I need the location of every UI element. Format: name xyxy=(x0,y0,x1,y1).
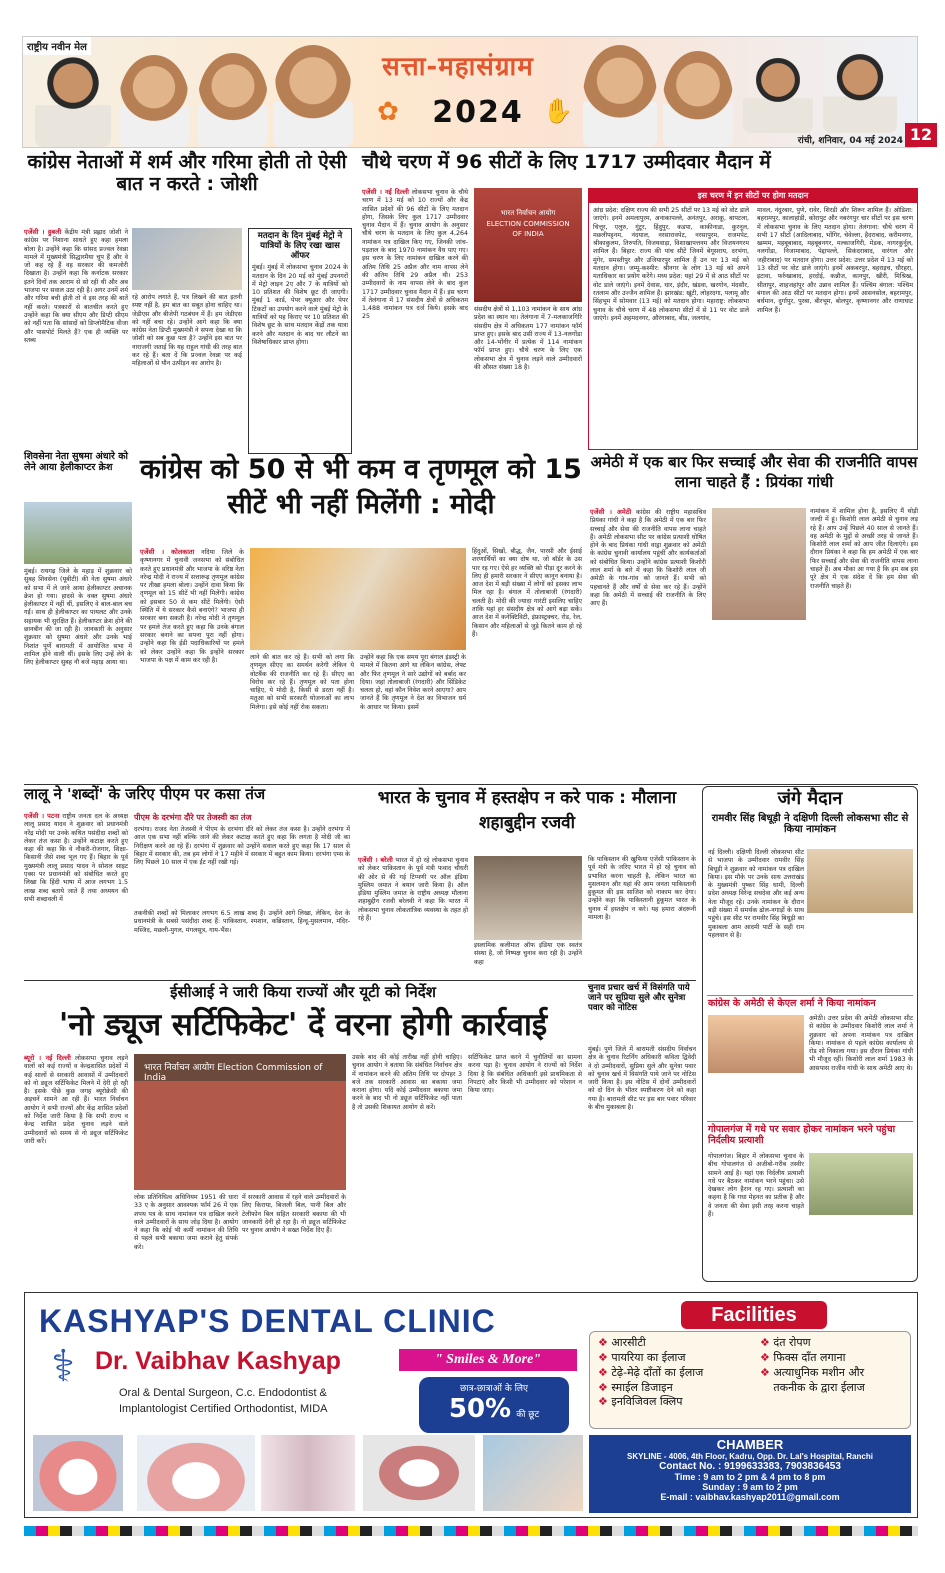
article-modi xyxy=(140,548,244,782)
teeth-photo-5 xyxy=(483,1435,583,1511)
article-modi-col3: उन्होंने कहा कि एक समय पूरा बंगाल इंडस्ट्री के मामले में कितना आगे था लेकिन कांग्रेस, लेफ्ट और फिर तृणमूल ने सारे उद्योगों को बर्बाद कर दिया। जहां तोलाबाजी (रंगदारी) और सिंडिकेट चलता हो, वहां कौन निवेश करने आएगा? आप जानते हैं कि तृणमूल ने देश का विभाजन धर्म के आधार पर किया। इसमें xyxy=(360,654,466,711)
article-tejashwi: दरभंगा। राजद नेता तेजस्वी ने पीएम के दरभंगा दौरे को लेकर तंज कसा है। उन्होंने दरभंगा में आज एक सभा नहीं बल्कि जाने की लेकर कटाक्ष करते हुए कहा कि लगता है मोदी जी का निरीक्षण करने आ रहे हैं। दरभंगा में शुक्रवार को उन्होंने सवाल करते हुए कहा कि 17 साल से बिहार में सरकार की, तब हम लोगों ने 17 महीने में सरकार में बहुत काम किया। दरभंगा एम्स के लिए पिछले 10 साल में एक ईंट नहीं रखी गई। xyxy=(134,826,350,867)
article-text: भारत में हो रहे लोकसभा चुनाव को लेकर पाकिस्तान के पूर्व मंत्री फवाद चौधरी की ओर से की गई टिप्पणी पर ऑल इंडिया मुस्लिम जमात ने बयान जारी किया है। ऑल इंडिया मुस्लिम जमात के राष्ट्रीय अध्यक्ष मौलाना शहाबुद्दीन रजवी बरेलवी ने कहा कि भारत में लोकसभा चुनाव लोकतांत्रिक व्यवस्था के तहत हो रहे हैं। xyxy=(358,857,468,923)
headline-priyanka: अमेठी में एक बार फिर सच्चाई और सेवा की राजनीति वापस लाना चाहते हैं : प्रियंका गांधी xyxy=(590,453,918,492)
subtitle-tejashwi: पीएम के दरभंगा दौरे पर तेजस्वी का तंज xyxy=(134,813,252,822)
article-text: राष्ट्रीय जनता दल के अध्यक्ष लालू प्रसाद यादव ने शुक्रवार को प्रधानमंत्री नरेंद्र मोदी पर उनके कथित पसंदीदा शब्दों को लेकर तंज कसा है। उन्होंने कटाक्ष करते हुए कहा की कहा कि वे नौकरी-रोजगार, शिक्षा-किसानी जैसे शब्द भूल गए हैं। बिहार के पूर्व मुख्यमंत्री लालू प्रसाद यादव ने सोशल साइट एक्स पर प्रधानमंत्री को संबोधित करते हुए लिखा कि हिंदी भाषा में आज लगभग 1.5 लाख शब्द बताये जाते हैं तथा अध्ययन की सभी शब्दावली में xyxy=(24,813,128,903)
article-phase4 xyxy=(362,188,468,450)
headline-phase4: चौथे चरण में 96 सीटों के लिए 1717 उम्मीदवार मैदान में xyxy=(362,151,771,173)
discount-suffix: की छूट xyxy=(516,1410,540,1420)
article-lalu-cont: तकनीकी शब्दों को मिलाकर लगभग 6.5 लाख शब्द हैं। उन्होंने आगे लिखा, लेकिन, देश के प्रधानमंत्री के सबसे पसंदीदा शब्द हैं: पाकिस्तान, श्मशान, कब्रिस्तान, हिन्दू-मुसलमान, मंदिर-मस्जिद, मछली-मुगल, मंगलसूत्र, गाय-भैंस। xyxy=(134,910,350,934)
box-jang-maidan xyxy=(702,786,918,1282)
ad-dental-clinic xyxy=(24,1292,918,1518)
byline: एजेंसी । अमेठी xyxy=(590,508,632,516)
tooth-logo-icon: ⚕ xyxy=(51,1341,75,1392)
photo-helicopter xyxy=(24,502,132,564)
headline-bidhuri: रामवीर सिंह बिधूड़ी ने दक्षिणी दिल्ली लोकसभा सीट से किया नामांकन xyxy=(711,812,909,836)
divider xyxy=(24,980,696,981)
photo-maulana xyxy=(474,856,582,940)
facility-label: अत्याधुनिक मशीन और xyxy=(773,1365,865,1379)
photo-priyanka xyxy=(712,508,806,620)
facility-item xyxy=(760,1366,910,1381)
headline-shahabuddin: भारत के चुनाव में हस्तक्षेप न करे पाक : मौलाना शहाबुद्दीन रजवी xyxy=(377,788,677,833)
facilities-list-left xyxy=(598,1336,758,1410)
photo-ec-sign: भारत निर्वाचन आयोग ELECTION COMMISSION OF INDIA xyxy=(474,188,582,302)
facility-label: फिक्स दाँत लगाना xyxy=(773,1350,846,1364)
headline-metro: मतदान के दिन मुंबई मेट्रो ने यात्रियों के लिए रखा खास ऑफर xyxy=(257,231,343,261)
seats-col2: मावल, नंदुरबार, पुणे, रावेर, शिरडी और शिरूर शामिल हैं। ओडिशा: बहरामपुर, कालाहांडी, कोरापुट और नबरंगपुर चार सीटों पर इस चरण में लोकसभा चुनाव के लिए मतदान होगा। तेलंगाना: चौथे चरण में सभी 17 सीटों (आदिलाबाद, भोंगिर, चेवेल्ला, हैदराबाद, करीमनगर, खम्मम, महबूबाबाद, महबूबनगर, मल्काजगिरी, मेडक, नागरकुर्नूल, नलगोंडा, निजामाबाद, पेद्दापल्ले, सिकंदराबाद, वारंगल और जहीराबाद) पर मतदान होगा। उत्तर प्रदेश: उत्तर प्रदेश में 13 मई को 13 सीटों पर वोट डाले जाएंगे। इनमें अकबरपुर, बहराइच, धौरहरा, इटावा, फर्रुखाबाद, हरदोई, कन्नौज, कानपुर, खीरी, मिश्रिख, सीतापुर, शाहजहांपुर और उन्नाव शामिल हैं। पश्चिम बंगाल: पश्चिम बंगाल की आठ सीटों पर मतदान होगा। इनमें आसनसोल, बहरामपुर, बर्धमान, दुर्गापुर, पुरबा, बीरभूम, बोलपुर, कृष्णानगर और राणाघाट शामिल हैं। xyxy=(757,207,913,314)
article-noc-col5: सर्टिफिकेट प्राप्त करने में चुनौतियों का सामना करना पड़ा है। चुनाव आयोग ने राज्यों को निर्देश दिया है कि संबंधित अधिकारी इसे प्राथमिकता से निपटाएं और किसी भी उम्मीदवार को परेशान न किया जाए। xyxy=(468,1054,582,1095)
article-text: लोकसभा चुनाव के चौथे चरण में 13 मई को 10 राज्यों और केंद्र शासित प्रदेशों की 96 सीटों के लिए मतदान होगा, जिसके लिए कुल 1717 उम्मीदवार चुनाव मैदान में हैं। चुनाव आयोग के अनुसार चौथे चरण के मतदान के लिए कुल 4,264 नामांकन पत्र दाखिल किए गए, जिनकी जांच-पड़ताल के बाद 1970 नामांकन वैध पाए गए। इस चरण के लिए नामांकन दाखिल करने की अंतिम तिथि 25 अप्रैल और नाम वापस लेने की अंतिम तिथि 29 अप्रैल थी। 253 उम्मीदवारों के नाम वापस लेने के बाद कुल 1717 उम्मीदवार चुनाव मैदान में हैं। इस चरण में तेलंगाना में 17 संसदीय क्षेत्रों से अधिकतम 1,488 नामांकन पत्र दर्ज किये। इसके बाद 25 xyxy=(362,189,468,321)
chamber-address: SKYLINE - 4006, 4th Floor, Kadru, Opp. Dr. Lal's Hospital, Ranchi xyxy=(627,1452,873,1461)
divider xyxy=(707,995,913,996)
leader-photo-1 xyxy=(35,53,111,147)
article-text: नदिया जिले के कृष्णानगर में चुनावी जनसभा को संबोधित करते हुए प्रधानमंत्री और भाजपा के वरिष्ठ नेता नरेन्द्र मोदी ने राज्य में सत्तारूढ़ तृणमूल कांग्रेस पर तीखा हमला बोला। उन्होंने दावा किया कि तृणमूल को 15 सीटें भी नहीं मिलेंगी। कांग्रेस को इसबार 50 से कम सीटें मिलेंगी। ऐसी स्थिति में ये सरकार कैसे बनाएंगे? भाजपा ही सरकार बना सकती है। नरेन्द्र मोदी ने तृणमूल पर हमले तेज करते हुए कहा कि उनके बंगाल सरकार बनाने का सपना पूरा नहीं होगा। उन्होंने कहा कि ईडी पदाधिकारियों पर हमले को लेकर उन्होंने कहा कि इन्होंने सरकार भाजपा के पक्ष में काम कर रही है। xyxy=(140,549,244,664)
jang-header: जंगे मैदान xyxy=(777,788,843,809)
kicker-noc: ईसीआई ने जारी किया राज्यों और यूटी को निर्देश xyxy=(170,983,436,1001)
bullet-icon: ❖ xyxy=(598,1380,612,1394)
box-seats xyxy=(588,188,918,450)
bullet-icon: ❖ xyxy=(598,1350,612,1364)
article-modi-col2: लाने की बात कर रहे हैं। सभी को लगा कि तृणमूल सीएए का समर्थन करेगी लेकिन ये वोटबैंक की राजनीति कर रहे हैं। सीएए का विरोध कर रहे हैं। तृणमूल को पता होना चाहिए, ये मोदी है, किसी से डरता नहीं है। मतुआ को सभी सरकारी योजनाओं का लाभ मिलेगा। इसे कोई नहीं रोक सकता। xyxy=(250,654,354,711)
doctor-name: Dr. Vaibhav Kashyap xyxy=(95,1347,341,1375)
tagline: " Smiles & More" xyxy=(399,1349,577,1371)
doctor-desc-2: Implantologist Certified Orthodontist, MIDA xyxy=(119,1403,328,1415)
chamber-title: CHAMBER xyxy=(716,1437,784,1452)
article-shahabuddin xyxy=(358,856,468,978)
facility-label: इनविजिवल क्लिप xyxy=(611,1395,683,1409)
headline-shivsena: शिवसेना नेता सुषमा अंधारे को लेने आया हेलीकाप्टर क्रेश xyxy=(24,451,128,473)
article-noc-col4: उसके बाद की कोई तारीख नहीं होनी चाहिए। चुनाव आयोग ने बताया कि संबंधित निर्वाचन क्षेत्र में नामांकन करने की अंतिम तिथि पर दोपहर 3 बजे तक सरकारी आवास का बकाया जमा कराना होगा। यदि कोई उम्मीदवार बकाया जमा करने के बाद भी नो ड्यूज सर्टिफिकेट नहीं पाता है तो उसकी शिकायत आयोग से करें। xyxy=(352,1054,462,1111)
leader-photo-4 xyxy=(273,45,353,147)
byline: एजेंसी । बरेली xyxy=(358,856,393,864)
byline: एजेंसी । नई दिल्ली xyxy=(362,188,409,196)
teeth-photo-4 xyxy=(363,1435,475,1511)
article-priyanka xyxy=(590,508,706,782)
headline-lalu: लालू ने 'शब्दों' के जरिए पीएम पर कसा तंज xyxy=(24,785,266,803)
photo-joshi xyxy=(132,228,242,290)
article-pawar: मुंबई। पुणे जिले में बारामती संसदीय निर्वाचन क्षेत्र के चुनाव रिटर्निंग अधिकारी कविता द्विवेदी ने दो उम्मीदवारों, सुप्रिया सुले और सुनेत्रा पवार को चुनाव खर्च में विसंगति पाये जाने पर नोटिस जारी किया है। इस नोटिस में दोनों उम्मीदवारों को दो दिन के भीतर स्पष्टीकरण देने को कहा गया है। बारामती सीट पर इस बार पवार परिवार के बीच मुकाबला है। xyxy=(588,1046,696,1112)
article-gopalganj: गोपालगंज। बिहार में लोकसभा चुनाव के बीच गोपालगंज से अजीबो-गरीब तस्वीर सामने आई है। यहां एक निर्दलीय प्रत्याशी गधे पर बैठकर नामांकन भरने पहुंचा। उसे देखकर लोग हैरान रह गए। प्रत्याशी का कहना है कि गधा मेहनत का प्रतीक है और वे जनता की सेवा इसी तरह करना चाहते हैं। xyxy=(708,1153,804,1219)
article-joshi xyxy=(24,228,128,454)
chamber-sunday: Sunday : 9 am to 2 pm xyxy=(702,1482,798,1492)
photo-bidhuri xyxy=(807,849,913,913)
facility-label: टेढ़े-मेढ़े दाँतों का ईलाज xyxy=(611,1365,704,1379)
article-shivsena: मुंबई। रायगढ़ जिले के महाड़ में शुक्रवार को सुबह शिवसेना (यूबीटी) की नेता सुषमा अंधारे को सभा में ले जाने आया हेलीकाप्टर अचानक क्रेश हो गया। हादसे के वक्त सुषमा अंधारे हेलीकाप्टर में नहीं थीं, इसलिए वे बाल-बाल बच गईं। साथ ही हेलीकाप्टर का पायलट और उनके सहायक भी सुरक्षित हैं। हेलीकाप्टर क्रेश होने की छानबीन की जा रही है। जानकारी के अनुसार शुक्रवार को सुषमा अंधारे और उनके भाई निशांत पूर्णे बारामती में आयोजित सभा में शामिल होने वाली थीं। इसके लिए उन्हें लेने के लिए हेलीकाप्टर सुबह नौ बजे महाड़ आया था। xyxy=(24,568,132,667)
leader-photo-3 xyxy=(198,53,268,147)
hand-icon: ✋ xyxy=(543,97,573,125)
facility-item xyxy=(598,1351,758,1366)
facility-label: तकनीक के द्वारा ईलाज xyxy=(773,1380,865,1394)
brand-name: राष्ट्रीय नवीन मेल xyxy=(23,37,91,55)
facility-label: दंत रोपण xyxy=(773,1336,811,1349)
logo-year: 2024 xyxy=(432,95,524,130)
leader-photo-5 xyxy=(583,45,657,147)
chamber-box xyxy=(589,1435,911,1513)
photo-caption-maulana: इस्लामिक कलीमात ऑफ इंडिया एक स्वतंत्र संस्था है, जो निष्पक्ष चुनाव करा रही है। उन्होंने कहा xyxy=(474,942,582,966)
facility-item xyxy=(760,1351,910,1366)
article-lalu xyxy=(24,812,128,978)
photo-kl-sharma xyxy=(708,1015,804,1073)
leader-photo-7 xyxy=(743,55,813,133)
headline-modi: कांग्रेस को 50 से भी कम व तृणमूल को 15 सीटें भी नहीं मिलेंगी : मोदी xyxy=(140,454,582,521)
dateline: रांची, शनिवार, 04 मई 2024 xyxy=(797,136,903,146)
facilities-list-right xyxy=(760,1336,910,1395)
facility-label: पायरिया का ईलाज xyxy=(611,1350,686,1364)
discount-label: छात्र-छात्राओं के लिए xyxy=(459,1384,529,1394)
photo-donkey xyxy=(809,1153,913,1215)
byline: एजेंसी । हुबली xyxy=(24,228,62,236)
bullet-icon: ❖ xyxy=(760,1365,774,1379)
leader-photo-6 xyxy=(663,51,733,147)
article-joshi-cont: रहे आरोप लगाते हैं, पत्र लिखने की बात इतनी स्पष्ट नहीं है, हम बात का सबूत होना चाहिए था। जेडीएस और बीजेपी गठबंधन में हैं। हम जेडीएस को नहीं बचा रहे। उन्होंने आगे कहा कि क्या कांग्रेस नेता डिप्टी मुख्यमंत्री ने सपना देखा था कि जोशी को सब कुछ पता है? उन्होंने इस बात पर नाराजगी जताई कि यह राहुल गांधी की तरह बात कर रहे हैं। बता दें कि प्रज्वल रेवन्ना पर कई महिलाओं से यौन उत्पीड़न का आरोप है। xyxy=(132,294,242,368)
facility-item xyxy=(598,1395,758,1410)
headline-joshi: कांग्रेस नेताओं में शर्म और गरिमा होती तो ऐसी बात न करते : जोशी xyxy=(27,151,347,195)
bullet-icon: ❖ xyxy=(598,1365,612,1379)
facility-item xyxy=(760,1336,910,1351)
headline-pawar: चुनाव प्रचार खर्च में विसंगति पाये जाने पर सुप्रिया सुले और सुनेत्रा पवार को नोटिस xyxy=(588,983,690,1013)
seats-col1: आंध्र प्रदेश: दक्षिण राज्य की सभी 25 सीटों पर 13 मई को वोट डाले जाएंगे। इनमें अमलापुरम, अनाकापल्ले, अनंतपुर, अराकू, बापटला, चित्तूर, एलुरु, गुंटूर, हिंदुपुर, कडपा, काकीनाडा, कुरनूल, मछलीपट्टनम, नंदयाल, नरसारावपेट, नरसापुरम, राजमपेट, श्रीकाकुलम, तिरुपति, विजयवाड़ा, विशाखापत्तनम और विजयनगरम शामिल हैं। बिहार: राज्य की पांच सीटें जिनमें बेगूसराय, दरभंगा, मुंगेर, समस्तीपुर और उजियारपुर शामिल हैं उन पर 13 मई को मतदान होगा। जम्मू-कश्मीर: श्रीनगर के लोग 13 मई को अपने मताधिकार का प्रयोग करेंगे। मध्य प्रदेश: यहां 29 में से आठ सीटों पर वोट डाले जाएंगे। इनमें देवास, धार, इंदौर, खंडवा, खरगोन, मंदसौर, रतलाम और उज्जैन शामिल हैं। झारखंड: खूंटी, लोहरदगा, पलामू और सिंहभूम में सोमवार (13 मई) को मतदान होगा। महाराष्ट्र: लोकसभा चुनाव के चौथे चरण में 48 लोकसभा सीटों में से 11 पर वोट डाले जाएंगे। इनमें अहमदनगर, औरंगाबाद, बीड, जलगांव, xyxy=(593,207,749,322)
bullet-icon: ❖ xyxy=(760,1350,774,1364)
article-noc-col2: लोक प्रतिनिधित्व अधिनियम 1951 की धारा 33 ए के अनुसार आवश्यक फॉर्म 26 में एक शपथ पत्र के साथ नामांकन पत्र दाखिल करने वाले उम्मीदवारों के साथ जोड़ दिया है। आयोग ने कहा कि कोई भी कर्मी नामांकन की तिथि से पहले सभी बकाया जमा कराने हेतु संपर्क करे। xyxy=(134,1194,238,1251)
byline: एजेंसी । पटना xyxy=(24,812,60,820)
article-shahabuddin-col2: कि पाकिस्तान की खुफिया एजेंसी पाकिस्तान के पूर्व मंत्री के जरिए भारत में हो रहे चुनाव को प्रभावित करना चाहती है, लेकिन भारत का मुसलमान और यहां की आम जनता पाकिस्तानी हुकूमत की इस साजिश को नाकाम कर देगा। उन्होंने कहा कि पाकिस्तानी हुकूमत भारत के चुनाव में हस्तक्षेप न करे। यह हमारा अंदरूनी मामला है। xyxy=(588,856,696,922)
bullet-icon: ❖ xyxy=(760,1336,774,1349)
article-priyanka-col2: नामांकन में शामिल होना है, इसलिए मैं थोड़ी जल्दी में हूं। किशोरी लाल अमेठी से चुनाव लड़ रहे हैं। आप उन्हें पिछले 40 साल से जानते हैं। वह अमेठी के मुद्दों से अच्छी तरह से जानते हैं। किशोरी लाल शर्मा को आप जीत दिलाएंगे। इस दौरान प्रियंका ने कहा कि हम अमेठी में एक बार फिर सच्चाई और सेवा की राजनीति वापस लाना चाहते हैं। अब मौका आ गया है कि हम सब इस पूरे क्षेत्र में एक संदेश दें कि हम सेवा की राजनीति चाहते हैं। xyxy=(810,508,918,590)
headline-kl-sharma: कांग्रेस के अमेठी से केएल शर्मा ने किया नामांकन xyxy=(708,998,876,1009)
bullet-icon: ❖ xyxy=(598,1395,612,1409)
photo-ec-banner: भारत निर्वाचन आयोग Election Commission of India xyxy=(134,1054,346,1190)
article-bidhuri: नई दिल्ली। दक्षिणी दिल्ली लोकसभा सीट से भाजपा के उम्मीदवार रामवीर सिंह बिधूड़ी ने शुक्रवार को नामांकन पत्र दाखिल किया। इस मौके पर उनके साथ उत्तराखंड के मुख्यमंत्री पुष्कर सिंह धामी, दिल्ली प्रदेश अध्यक्ष विरेन्द्र सचदेवा और कई अन्य नेता मौजूद रहे। उनके नामांकन के दौरान बड़ी संख्या में समर्थक ढोल-नगाड़ों के साथ पहुंचे। इस सीट पर रामवीर सिंह बिधूड़ी का मुकाबला आम आदमी पार्टी के सही राम पहलवान से है। xyxy=(708,849,804,939)
article-metro: मुंबई। मुंबई में लोकसभा चुनाव 2024 के मतदान के दिन 20 मई को मुंबई उपनगरों में मेट्रो लाइन 2ए और 7 के यात्रियों को 10 प्रतिशत की विशेष छूट दी जाएगी। मुंबई 1 कार्ड, पेपर क्यूआर और पेपर टिकटों का उपयोग करने वाले मुंबई मेट्रो के यात्रियों को यह किराए पर 10 प्रतिशत की विशेष छूट के साथ मतदान केंद्रों तक यात्रा करने और मतदान के बाद घर लौटने का विशेषाधिकार प्राप्त होगा। xyxy=(252,264,348,346)
article-modi-col4: हिंदुओं, सिखों, बौद्ध, जैन, पारसी और ईसाई शरणार्थियों का क्या दोष था, जो बॉर्डर के उस पार रह गए। ऐसे हर व्यक्ति को पीड़ा दूर करने के लिए ही हमारी सरकार ने सीएए कानून बनाया है। आज देश में बड़ी संख्या में लोगों को इसका लाभ मिल रहा है। बंगाल में तोलाबाजी (रंगदारी) चलती है। मोदी की ज्यादा गारंटी इसलिए चाहिए ताकि यहां हर संसदीय क्षेत्र को आगे बढ़ा सकें। आज देश में कनेक्टिविटी, इंफ्रास्ट्रक्चर, रोड, रेल, किसान और महिलाओं से जुड़े कितने काम हो रहे हैं। xyxy=(472,548,582,638)
lotus-icon: ✿ xyxy=(377,97,399,127)
article-noc-col3: में सरकारी आवास में रहने वाले उम्मीदवारों के लिए किराया, बिजली बिल, पानी बिल और टेलीफोन बिल सहित सरकारी बकाया की भी जानकारी देनी हो रहा है। नो ड्यूज सर्टिफिकेट पर चुनाव आयोग ने सख्त निर्देश दिए हैं। xyxy=(242,1194,346,1235)
divider xyxy=(707,1121,913,1122)
page-number: 12 xyxy=(905,123,937,147)
facilities-title: Facilities xyxy=(681,1301,827,1329)
bullet-spacer: ❖ xyxy=(760,1380,774,1394)
photo-modi-rally xyxy=(250,548,466,650)
facility-item xyxy=(598,1366,758,1381)
bullet-icon: ❖ xyxy=(598,1336,612,1349)
seats-header: इस चरण में इन सीटों पर होगा मतदान xyxy=(589,189,917,203)
discount-badge xyxy=(419,1377,569,1433)
facility-item xyxy=(598,1336,758,1351)
article-noc xyxy=(24,1054,128,1282)
chamber-contact: Contact No. : 9199633383, 7903836453 xyxy=(659,1461,841,1472)
registration-bar xyxy=(24,1526,918,1536)
facility-item xyxy=(598,1381,758,1396)
doctor-desc-1: Oral & Dental Surgeon, C.c. Endodontist & xyxy=(119,1387,327,1399)
leader-photo-2 xyxy=(119,55,189,147)
chamber-time: Time : 9 am to 2 pm & 4 pm to 8 pm xyxy=(674,1472,826,1482)
headline-gopalganj: गोपालगंज में गधे पर सवार होकर नामांकन भरने पहुंचा निर्दलीय प्रत्याशी xyxy=(708,1124,896,1146)
facility-label: स्माईल डिजाइन xyxy=(611,1380,673,1394)
article-text: कांग्रेस की राष्ट्रीय महासचिव प्रियंका गांधी ने कहा है कि अमेठी में एक बार फिर सच्चाई और सेवा की राजनीति वापस लाना चाहते हैं। अमेठी लोकसभा सीट पर कांग्रेस प्रत्याशी घोषित होने के बाद प्रियंका गांधी वाड्रा शुक्रवार को अमेठी के कांग्रेस चुनावी कार्यालय पहुंचीं और कार्यकर्ताओं को संबोधित किया। उन्होंने कांग्रेस प्रत्याशी किशोरी लाल शर्मा के बारे में कहा कि किशोरी लाल जी अमेठी के गांव-गांव को जानते हैं। सभी को पहचानते हैं और वर्षों से सेवा कर रहे हैं। उन्होंने कहा कि अमेठी में सच्चाई की राजनीति के लिए आए हैं। xyxy=(590,509,706,608)
facilities-box xyxy=(589,1331,911,1429)
byline: ब्यूरो । नई दिल्ली xyxy=(24,1054,71,1062)
teeth-photo-2 xyxy=(137,1435,255,1511)
discount-value: 50% xyxy=(448,1394,512,1424)
article-text: केंद्रीय मंत्री प्रह्लाद जोशी ने कांग्रेस पर निशाना साधते हुए कहा हमला बोला है। उन्होंने कहा कि सांसद प्रज्वल रेवन्ना मामले में मुख्यमंत्री सिद्धारमैया चुप हैं और वे जो कह रहे हैं वह सरकार की कमजोरी दिखाता है। उन्होंने कहा कि कर्नाटक सरकार इतने दिनों तक आराम से सो रही थी और अब भाजपा पर सवाल उठा रही है। अगर उनमें शर्म और गरिमा बची होती तो वे इस तरह की बातें नहीं करते। पत्रकारों से बातचीत करते हुए उन्होंने कहा कि क्या सीएम और डिप्टी सीएम को नहीं पता कि सांसदों को डिप्लोमैटिक वीजा और पासपोर्ट मिलते हैं? एक ही व्यक्ति पर स्तब्ध xyxy=(24,229,128,344)
box-mumbai-metro xyxy=(248,228,352,454)
facility-item xyxy=(760,1381,910,1396)
chamber-email: E-mail : vaibhav.kashyap2011@gmail.com xyxy=(660,1492,840,1502)
byline: एजेंसी । कोलकाता xyxy=(140,548,195,556)
teeth-photo-1 xyxy=(33,1435,123,1511)
headline-noc: 'नो ड्यूज सर्टिफिकेट' दें वरना होगी कार्रवाई xyxy=(58,1007,548,1043)
article-phase4-cont: संसदीय क्षेत्रों से 1,103 नामांकन के साथ आंध्र प्रदेश का स्थान था। तेलंगाना में 7-मलकाजगिरि संसदीय क्षेत्र में अधिकतम 177 नामांकन फॉर्म प्राप्त हुए। इसके बाद उसी राज्य में 13-नलगोंडा और 14-भोंगीर में प्रत्येक में 114 नामांकन फॉर्म प्राप्त हुए। चौथे चरण के लिए एक लोकसभा क्षेत्र में चुनाव लड़ने वाले उम्मीदवारों की औसत संख्या 18 है। xyxy=(474,306,582,372)
facility-label: आरसीटी xyxy=(611,1336,646,1349)
article-text: लोकसभा चुनाव लड़ने वालों को कई राज्यों व केन्द्रशासित प्रदेशों में कई सालों से सरकारी आवासों में उम्मीदवारों को नो ड्यूज सर्टिफिकेट मिलने में देरी हो रही है। इसके पीछे कुछ जगह ब्यूरोक्रेसी की अड़चनें सामने आ रही हैं। भारत निर्वाचन आयोग ने सभी राज्यों और केंद्र शासित प्रदेशों को निर्देश जारी किया है कि सभी राज्य व केन्द्र शासित प्रदेश चुनाव लड़ने वाले उम्मीदवारों को समय से नो ड्यूज सर्टिफिकेट जारी करें। xyxy=(24,1055,129,1145)
logo-title: सत्ता-महासंग्राम xyxy=(382,52,534,82)
leader-photo-8 xyxy=(823,51,897,133)
clinic-name: KASHYAP'S DENTAL CLINIC xyxy=(39,1303,496,1339)
masthead xyxy=(22,36,933,148)
teeth-photo-3 xyxy=(261,1435,355,1511)
article-kl-sharma: अमेठी। उत्तर प्रदेश की अमेठी लोकसभा सीट से कांग्रेस के उम्मीदवार किशोरी लाल शर्मा ने शुक्रवार को अपना नामांकन पत्र दाखिल किया। नामांकन से पहले कांग्रेस कार्यालय से रोड शो निकाला गया। इस दौरान प्रियंका गांधी भी मौजूद रहीं। किशोरी लाल शर्मा 1983 के आसपास राजीव गांधी के साथ अमेठी आए थे। xyxy=(809,1015,913,1072)
